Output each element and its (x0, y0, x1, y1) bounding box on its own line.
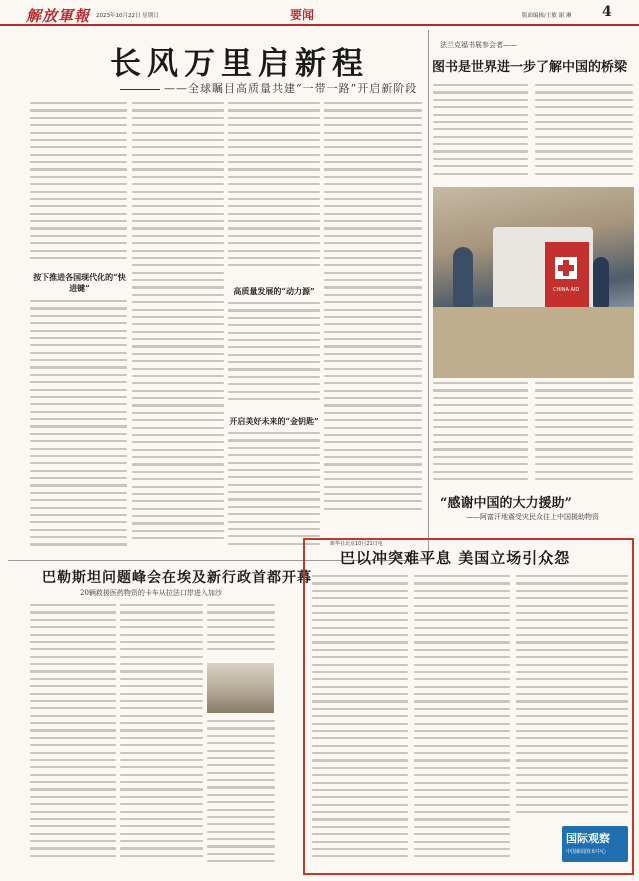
lead-byline: 新华社北京10月21日电 (330, 541, 383, 547)
observation-col-2 (414, 575, 510, 867)
newspaper-logo: 解放軍報 (26, 7, 91, 25)
photo-caption-col-a (433, 382, 528, 486)
right-column-headline: 图书是世界进一步了解中国的桥梁 (432, 60, 628, 75)
aid-photo (433, 187, 634, 378)
subhead-3: 开启美好未来的“金钥匙” (229, 416, 319, 426)
photo-boxes (433, 307, 634, 378)
right-article-col-b (535, 84, 633, 182)
observation-col-1 (312, 575, 408, 867)
gaza-article-col-2 (120, 604, 203, 868)
international-observation-badge (562, 826, 628, 862)
gaza-summit-subtitle: 20辆救援医药物资的卡车从拉法口岸进入加沙 (80, 589, 222, 597)
column-divider (428, 30, 429, 560)
us-stance-headline: 巴以冲突难平息 美国立场引众怨 (340, 549, 571, 567)
photo-label: CHINA AID (553, 287, 580, 293)
article-column-3a (228, 102, 320, 272)
gaza-article-col-3b (207, 720, 275, 868)
lead-subtitle: ——全球瞩目高质量共建“一带一路”开启新阶段 (120, 80, 417, 96)
photo-caption-col-b (535, 382, 633, 486)
page-number: 4 (602, 4, 612, 20)
article-column-3b (228, 302, 320, 412)
right-article-col-a (433, 84, 528, 182)
subhead-1: 按下推进各国现代化的“快进键” (33, 272, 126, 293)
page-editor: 版面编辑/王敏 谢 琳 (522, 13, 572, 19)
badge-subtitle: 中国新闻发布中心 (566, 849, 607, 855)
red-cross-icon (555, 257, 577, 279)
gaza-summit-headline: 巴勒斯坦问题峰会在埃及新行政首都开幕 (42, 570, 312, 586)
aid-headline: “感谢中国的大力援助” (440, 496, 572, 511)
article-column-1b (30, 300, 127, 558)
gaza-photo (207, 663, 274, 713)
article-column-2 (132, 102, 224, 558)
subhead-2: 高质量发展的“动力源” (233, 286, 315, 296)
gaza-article-col-3 (207, 604, 275, 659)
badge-title: 国际观察 (566, 832, 610, 845)
article-column-4 (324, 102, 422, 522)
masthead (0, 0, 639, 26)
section-name: 要闻 (290, 8, 315, 22)
right-column-label: 法兰克福书展参会者—— (440, 41, 517, 49)
aid-subtitle: ——阿富汗地震受灾民众往上中国援助物资 (466, 513, 599, 521)
gaza-article-col-1 (30, 604, 116, 868)
issue-date: 2023年10月22日 星期日 (96, 13, 159, 19)
photo-figure (593, 257, 609, 307)
photo-figure (453, 247, 473, 307)
lead-headline: 长风万里启新程 (110, 46, 369, 82)
article-column-1a (30, 102, 127, 267)
observation-col-3 (516, 575, 628, 820)
